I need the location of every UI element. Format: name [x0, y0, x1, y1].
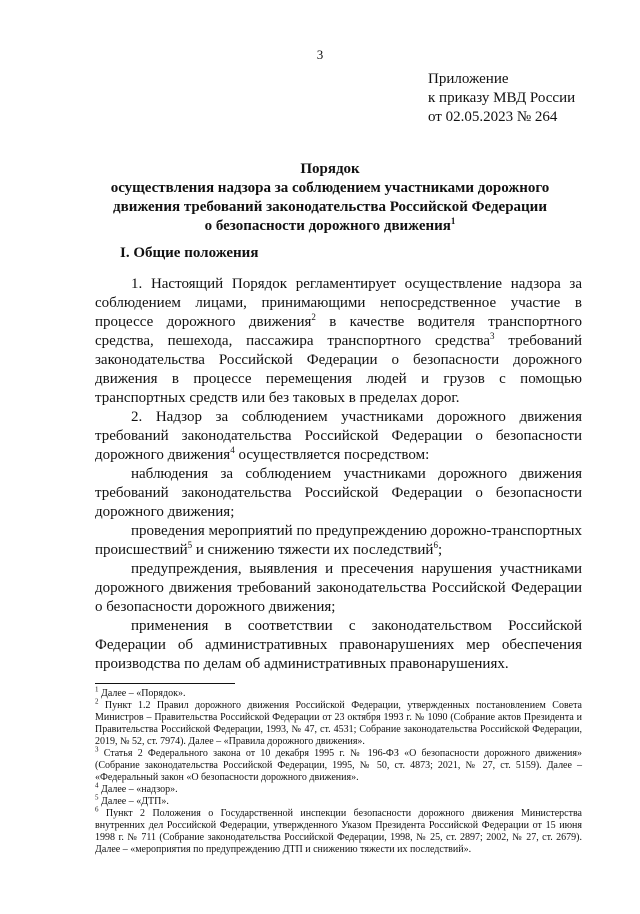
- paragraph: предупреждения, выявления и пресечения нарушения участниками дорожного движения требований законодательства Российской Федерации о безопасности дорожного движения;: [95, 561, 582, 615]
- paragraph-text: ;: [437, 542, 443, 558]
- footnote-divider: [95, 683, 235, 684]
- footnote-text: Пункт 2 Положения о Государственной инспекции безопасности дорожного движения Министерства внутренних дел Российской Федерации, утвержденного Указом Президента Российской Федерации от 15 июня 1998 г. № 711 (Собрание законодательства Российской Федерации, 1998, № 25, ст. 2897; 2002, № 27, ст. 2679). Далее – «мероприятия по предупреждению ДТП и снижению тяжести их последствий».: [95, 808, 582, 855]
- appendix-line: Приложение: [428, 71, 509, 87]
- footnote: [95, 793, 582, 808]
- footnote-marker: 2: [311, 312, 316, 322]
- appendix-line: от 02.05.2023 № 264: [428, 109, 558, 125]
- paragraph-text: и снижению тяжести их последствий: [192, 542, 434, 558]
- paragraph: [95, 408, 582, 465]
- paragraph-text: проведения мероприятий по предупреждению дорожно-транспортных происшествий: [95, 523, 582, 558]
- footnote-number: 1: [95, 685, 99, 694]
- footnote-text: Далее – «Порядок».: [98, 688, 186, 699]
- body-text: [95, 275, 582, 674]
- title-line: Порядок: [300, 161, 360, 177]
- paragraph-text: 1. Настоящий Порядок регламентирует осуществление надзора за соблюдением лицами, принимающими непосредственное участие в процессе дорожного движения: [95, 276, 582, 330]
- section-heading: I. Общие положения: [120, 245, 259, 261]
- title-line: [80, 217, 580, 236]
- footnote-marker: 3: [490, 331, 495, 341]
- title-line: осуществления надзора за соблюдением участниками дорожного: [110, 180, 550, 196]
- footnote: [95, 745, 582, 784]
- footnote-marker: 5: [187, 540, 193, 550]
- footnote-number: 4: [95, 781, 99, 790]
- page-number: 3: [316, 47, 324, 62]
- document-title: [80, 160, 580, 236]
- footnote-number: 2: [95, 697, 99, 706]
- paragraph-text: в качестве водителя транспортного средства, пешехода, пассажира транспортного средства: [95, 314, 582, 349]
- footnotes: [95, 685, 582, 856]
- paragraph: [95, 275, 582, 408]
- footnote: [95, 697, 582, 748]
- footnote-text: Далее – «ДТП».: [98, 796, 169, 807]
- footnote: [95, 805, 582, 856]
- footnote-number: 5: [95, 793, 99, 802]
- title-line: движения требований законодательства Российской Федерации: [113, 199, 547, 215]
- footnote-number: 6: [95, 805, 99, 814]
- footnote-text: Пункт 1.2 Правил дорожного движения Российской Федерации, утвержденных постановлением Совета Министров – Правительства Российской Федерации от 23 октября 1993 г. № 1090 (Собрание актов Президента и Правительства Российской Федерации, 1993, № 47, ст. 4531; Собрание законодательства Российской Федерации, 2019, № 52, ст. 7974). Далее – «Правила дорожного движения».: [95, 700, 582, 747]
- footnote-text: Статья 2 Федерального закона от 10 декабря 1995 г. № 196-ФЗ «О безопасности дорожного движения» (Собрание законодательства Российской Федерации, 1995, № 50, ст. 4873; 2021, № 27, ст. 5159). Далее – «Федеральный закон «О безопасности дорожного движения».: [95, 748, 582, 783]
- footnote-number: 3: [95, 745, 99, 754]
- paragraph: наблюдения за соблюдением участниками дорожного движения требований законодательства Российской Федерации о безопасности дорожного движения;: [95, 466, 582, 520]
- paragraph: [95, 522, 582, 560]
- footnote-marker: 1: [450, 216, 456, 226]
- paragraph-text: 2. Надзор за соблюдением участниками дорожного движения требований законодательства Российской Федерации о безопасности дорожного движения: [95, 409, 582, 463]
- footnote-marker: 6: [433, 540, 438, 550]
- footnote-text: Далее – «надзор».: [98, 784, 178, 795]
- appendix-block: [428, 70, 575, 127]
- paragraph-text: требований законодательства Российской Федерации о безопасности дорожного движения в процессе перемещения людей и грузов с помощью транспортных средств или без таковых в пределах дорог.: [95, 333, 583, 406]
- paragraph: применения в соответствии с законодательством Российской Федерации об административных правонарушениях мер обеспечения производства по делам об административных правонарушениях.: [95, 618, 582, 672]
- footnote: [95, 781, 582, 796]
- title-line-text: о безопасности дорожного движения: [204, 218, 451, 234]
- paragraph-text: осуществляется посредством:: [234, 447, 430, 463]
- footnote-marker: 4: [230, 445, 235, 455]
- footnote: [95, 685, 582, 700]
- appendix-line: к приказу МВД России: [428, 90, 576, 106]
